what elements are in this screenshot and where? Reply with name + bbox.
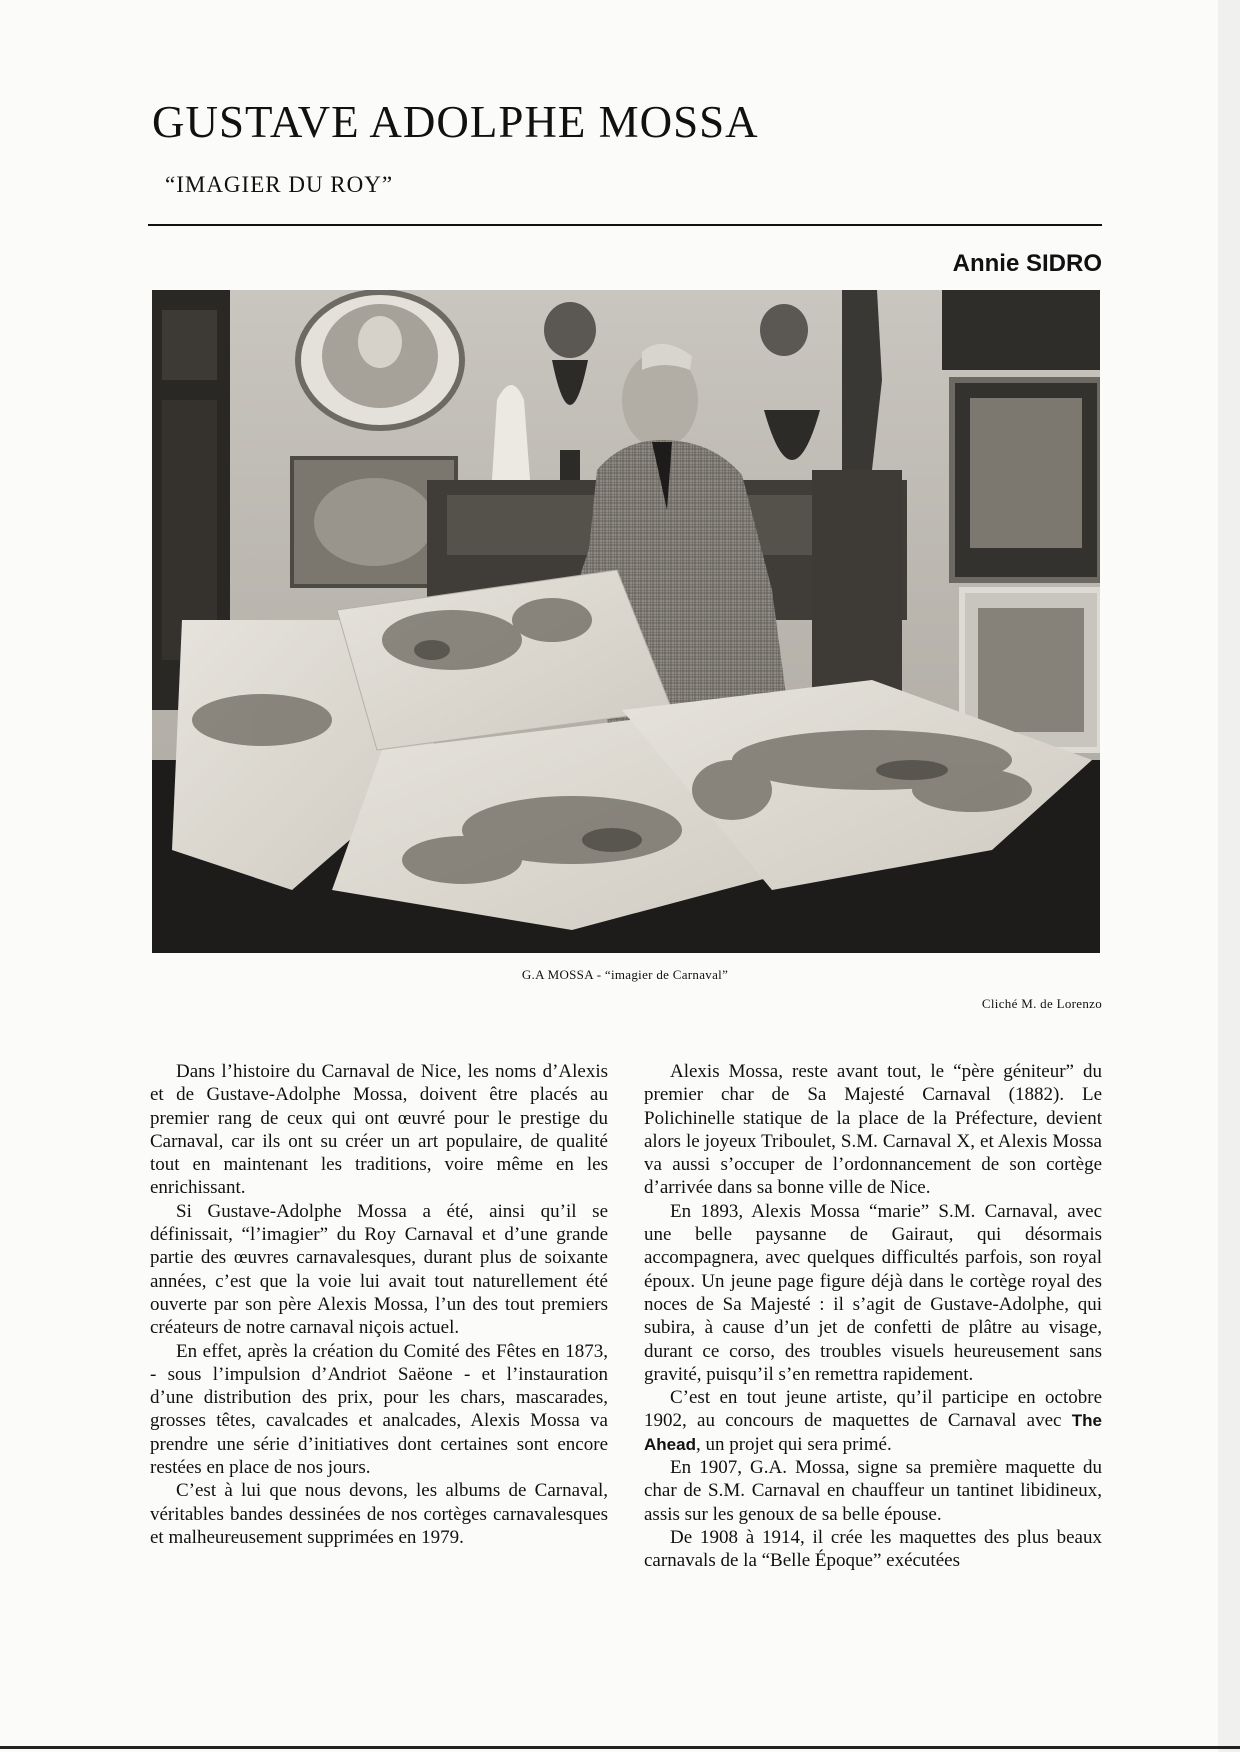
paragraph: En effet, après la création du Comité des Fêtes en 1873, - sous l’impulsion d’Andriot Saëone - et l’instauration d’une distribution des prix, pour les chars, mascarades, grosses têtes, cavalcades et analcades, Alexis Mossa va prendre une série d’initiatives dont certaines sont encore restées en place de nos jours. [150, 1340, 608, 1479]
author-name: Annie SIDRO [952, 250, 1102, 277]
paragraph: Si Gustave-Adolphe Mossa a été, ainsi qu’il se définissait, “l’imagier” du Roy Carnaval et d’une grande partie des œuvres carnavalesques, durant plus de soixante années, c’est que la voie lui avait tout naturellement été ouverte par son père Alexis Mossa, l’un des tout premiers créateurs de notre carnaval niçois actuel. [150, 1200, 608, 1339]
paragraph: Dans l’histoire du Carnaval de Nice, les noms d’Alexis et de Gustave-Adolphe Mossa, doivent être placés au premier rang de ceux qui ont œuvré pour le prestige du Carnaval, car ils ont su créer un art populaire, de qualité tout en maintenant les traditions, voire même en les enrichissant. [150, 1061, 608, 1199]
paragraph-the-ahead [644, 1386, 1102, 1456]
page-edge-band [1218, 0, 1240, 1752]
paragraph: De 1908 à 1914, il crée les maquettes des plus beaux carnavals de la “Belle Époque” exécutées [644, 1526, 1102, 1572]
photo-credit: Cliché M. de Lorenzo [981, 996, 1102, 1011]
article-photo [152, 290, 1100, 953]
page-bottom-line [0, 1746, 1240, 1749]
paragraph: En 1893, Alexis Mossa “marie” S.M. Carnaval, avec une belle paysanne de Gairaut, qui désormais accompagnera, avec quelques difficultés parfois, son royal époux. Un jeune page figure déjà dans le cortège royal des noces de Sa Majesté : il s’agit de Gustave-Adolphe, qui subira, à cause d’un jet de confetti de plâtre au visage, durant ce corso, des troubles visuels heureusement sans gravité, puisqu’il s’en remettra rapidement. [644, 1200, 1102, 1385]
bold-project-name: The Ahead [644, 1411, 1102, 1454]
paragraph: En 1907, G.A. Mossa, signe sa première maquette du char de S.M. Carnaval en chauffeur un tantinet libidineux, assis sur les genoux de sa belle épouse. [644, 1457, 1102, 1525]
photo-illustration [152, 290, 1100, 953]
article-title: GUSTAVE ADOLPHE MOSSA [152, 97, 759, 147]
paragraph: Alexis Mossa, reste avant tout, le “père géniteur” du premier char de Sa Majesté Carnaval (1882). Le Polichinelle statique de la place de la Préfecture, devient alors le joyeux Triboulet, S.M. Carnaval X, et Alexis Mossa va aussi s’occuper de l’ordonnancement de son cortège d’arrivée dans sa bonne ville de Nice. [644, 1061, 1102, 1199]
right-column [644, 1060, 1102, 1573]
text-run: C’est en tout jeune artiste, qu’il participe en octobre 1902, au concours de maquettes de Carnaval avec [644, 1387, 1102, 1432]
title-rule [148, 224, 1102, 226]
article-subtitle: “IMAGIER DU ROY” [165, 172, 394, 197]
left-column [150, 1060, 608, 1549]
text-run: , un projet qui sera primé. [695, 1433, 892, 1455]
paragraph: C’est à lui que nous devons, les albums de Carnaval, véritables bandes dessinées de nos cortèges carnavalesques et malheureusement supprimées en 1979. [150, 1480, 608, 1548]
photo-caption: G.A MOSSA - “imagier de Carnaval” [521, 967, 729, 982]
